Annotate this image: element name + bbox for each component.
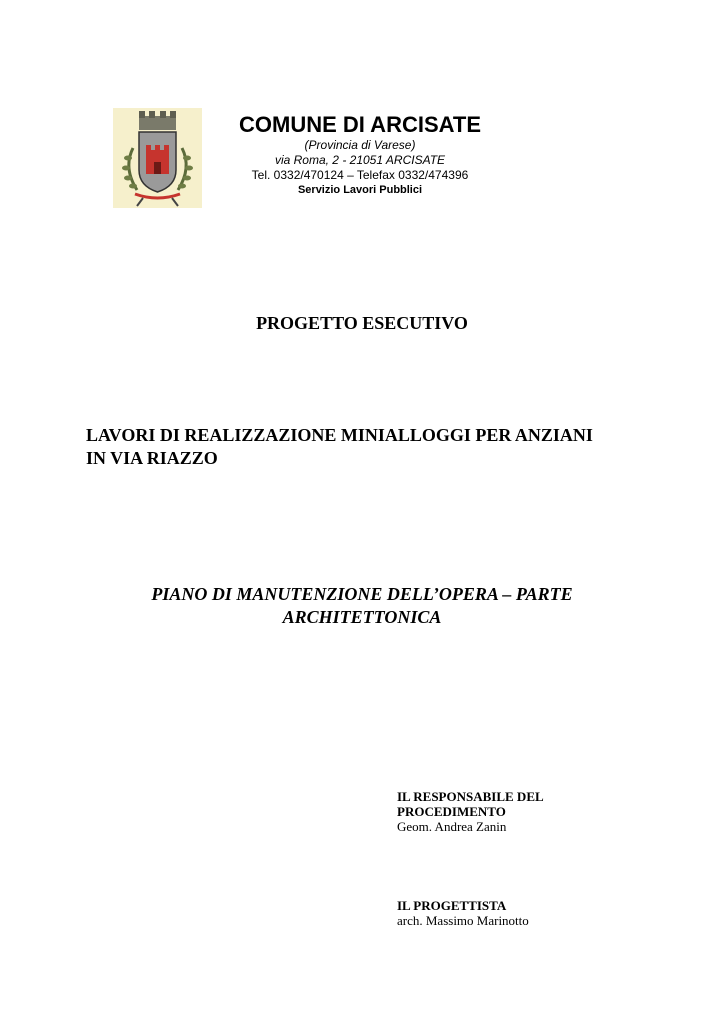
project-title (86, 424, 646, 470)
document-title (100, 583, 624, 629)
signature-name: arch. Massimo Marinotto (397, 913, 529, 928)
project-title-line: IN VIA RIAZZO (86, 448, 218, 468)
project-title-line: LAVORI DI REALIZZAZIONE MINIALLOGGI PER ANZIANI (86, 425, 593, 445)
letterhead (230, 112, 490, 197)
department-line: Servizio Lavori Pubblici (297, 184, 423, 196)
signature-role: IL RESPONSABILE DEL (397, 789, 544, 804)
province-line: (Provincia di Varese) (304, 138, 416, 152)
project-type-heading: PROGETTO ESECUTIVO (256, 313, 468, 333)
signature-name: Geom. Andrea Zanin (397, 819, 507, 834)
address-line: via Roma, 2 - 21051 ARCISATE (274, 153, 446, 167)
signature-progettista (397, 898, 627, 928)
signature-role: IL PROGETTISTA (397, 898, 507, 913)
municipality-title: COMUNE DI ARCISATE (239, 112, 481, 137)
signature-responsabile (397, 789, 627, 834)
phone-line: Tel. 0332/470124 – Telefax 0332/474396 (251, 168, 469, 182)
document-title-line: PIANO DI MANUTENZIONE DELL’OPERA – PARTE (151, 584, 573, 604)
signature-role: PROCEDIMENTO (397, 804, 506, 819)
coat-of-arms-icon (113, 108, 202, 208)
document-title-line: ARCHITETTONICA (282, 607, 442, 627)
